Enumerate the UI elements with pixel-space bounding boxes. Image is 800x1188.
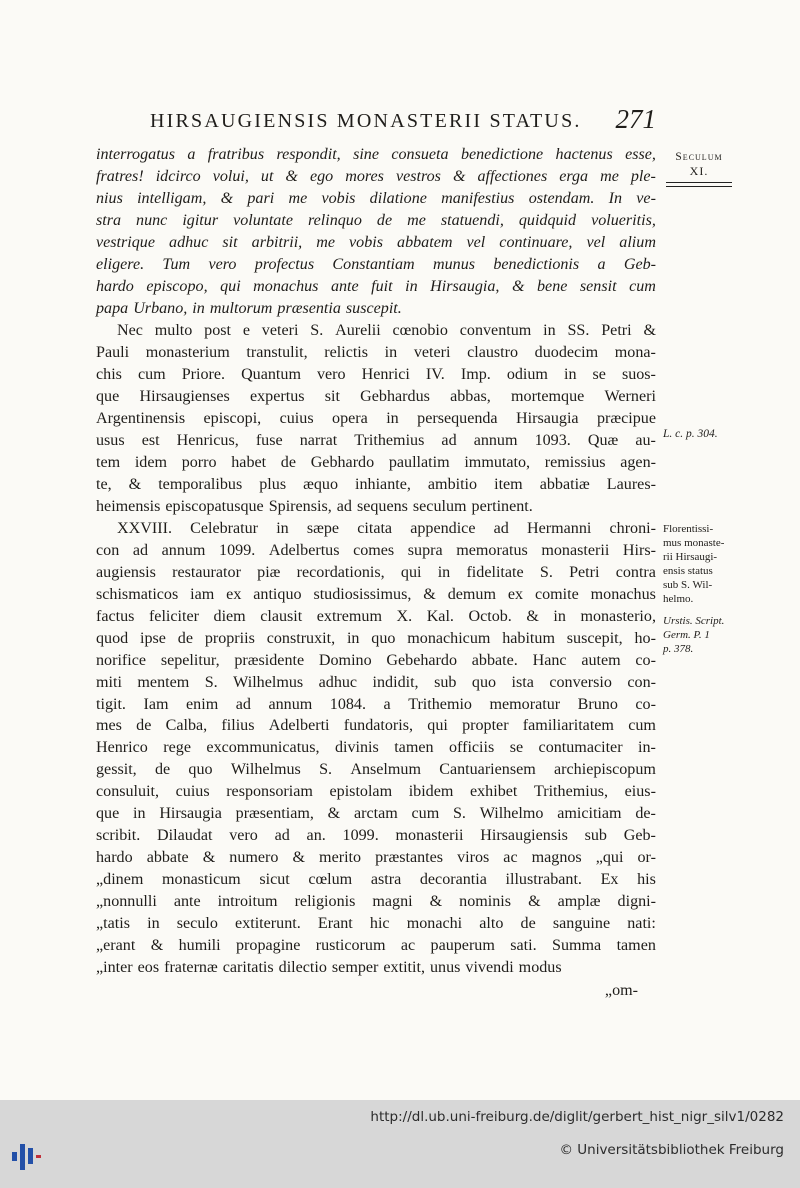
text-line: scribit. Dilaudat vero ad an. 1099. monasterii Hirsaugiensis sub Geb- (96, 827, 656, 845)
text-line: hardo episcopo, qui monachus ante fuit in Hirsaugia, & bene sensit cum (96, 277, 656, 295)
text-line: „tatis in seculo extiterunt. Erant hic monachi alto de sanguine nati: (96, 914, 656, 932)
library-logo-icon (11, 1138, 43, 1174)
text-line: Henrico rege excommunicatus, divinis tamen officiis se contumaciter in- (96, 739, 656, 757)
text-line: tem idem porro habet de Gebhardo paullatim immutato, remissius agen- (96, 453, 656, 471)
text-line: nius intelligam, & pari me vobis dilatione manifestius ostendam. In ve- (96, 189, 656, 207)
text-line: eligere. Tum vero profectus Constantiam munus benedictionis a Geb- (96, 255, 656, 273)
text-line: „inter eos fraternæ caritatis dilectio semper extitit, unus vivendi modus (96, 958, 562, 976)
seculum-rule (666, 182, 732, 187)
text-line: XXVIII. Celebratur in sæpe citata appendice ad Hermanni chroni- (117, 520, 656, 537)
text-line: con ad annum 1099. Adelbertus comes supra memoratus monasterii Hirs- (96, 541, 656, 559)
margin-note-line: sub S. Wil- (663, 579, 713, 591)
running-title: HIRSAUGIENSIS MONASTERII STATUS. (150, 110, 582, 132)
text-line: tigit. Iam enim ad annum 1084. a Trithemio memoratur Bruno co- (96, 695, 656, 713)
margin-note-line: helmo. (663, 593, 694, 605)
seculum-margin (664, 150, 734, 187)
text-line: Pauli monasterium transtulit, relictis in veteri claustro duodecim mona- (96, 343, 656, 361)
margin-note-line: rii Hirsaugi- (663, 551, 718, 563)
margin-note-line: Florentissi- (663, 523, 714, 535)
margin-note-line: ensis status (663, 565, 713, 577)
text-line: fratres! idcirco volui, ut & ego mores vestros & affectiones erga me ple- (96, 167, 656, 185)
paragraph-1 (96, 144, 656, 320)
margin-ref-line: Germ. P. 1 (663, 629, 710, 641)
text-line: Nec multo post e veteri S. Aurelii cœnobio conventum in SS. Petri & (117, 322, 656, 339)
text-line: gessit, de quo Wilhelmus S. Anselmum Cantuariensem archiepiscopum (96, 761, 656, 779)
text-line: interrogatus a fratribus respondit, sine consueta benedictione hactenus esse, (96, 146, 656, 163)
text-line: vestrique adhuc sit arbitrii, me vobis abbatem vel continuare, vel alium (96, 233, 656, 251)
margin-note-line: mus monaste- (663, 537, 725, 549)
text-line: augiensis restaurator piæ recordationis, qui in fidelitate S. Petri contra (96, 563, 656, 581)
catchword: „om- (604, 982, 638, 999)
seculum-label: Seculum (675, 151, 723, 163)
text-line: que Hirsaugienses expertus sit Gebhardus abbas, mortemque Werneri (96, 387, 656, 405)
seculum-number: XI. (689, 164, 709, 178)
footer-bar (0, 1100, 800, 1188)
text-line: chis cum Priore. Quantum vero Henrici IV. Imp. odium in se suos- (96, 365, 656, 383)
text-line: „nonnulli ante introitum religionis magni & nominis & amplæ digni- (96, 892, 656, 910)
text-line: miti mentem S. Wilhelmus adhuc indidit, sub quo ista conversio con- (96, 673, 656, 691)
margin-reference-1: L. c. p. 304. (663, 428, 718, 440)
text-line: factus feliciter diem clausit extremum X. Kal. Octob. & in monasterio, (96, 607, 656, 625)
text-line: mes de Calba, filius Adelberti fundatoris, qui propter familiaritatem cum (96, 717, 656, 735)
text-line: consuluit, cuius responsoriam epistolam ibidem exhibet Trithemius, eius- (96, 783, 656, 801)
text-line: norifice sepelitur, præsidente Domino Gebehardo abbate. Hanc autem co- (96, 651, 656, 669)
margin-ref-line: Urstis. Script. (663, 615, 725, 627)
text-line: Argentinensis episcopi, cuius opera in persequenda Hirsaugia præcipue (96, 409, 656, 427)
catchword-line (96, 980, 656, 1002)
text-line: papa Urbano, in multorum præsentia suscepit. (96, 299, 402, 317)
text-line: „erant & humili propagine rusticorum ac pauperum sati. Summa tamen (96, 936, 656, 954)
page-number: 271 (615, 104, 656, 134)
text-line: hardo abbate & numero & merito præstantes viros ac magnos „qui or- (96, 849, 656, 867)
paragraph-2 (96, 320, 656, 517)
text-line: quod ipse de propriis construxit, in quo monachicum habitum suscepit, ho- (96, 629, 656, 647)
text-line: que in Hirsaugia præsentiam, & arctam cum S. Wilhelmo amicitiam de- (96, 805, 656, 823)
paragraph-3 (96, 518, 656, 979)
text-line: schismaticos iam ex antiquo studiosissimus, & demum ex comite monachus (96, 585, 656, 603)
text-line: usus est Henricus, fuse narrat Trithemius ad annum 1093. Quæ au- (96, 431, 656, 449)
margin-note (663, 522, 724, 606)
margin-ref-line: p. 378. (663, 643, 694, 655)
text-line: „dinem monasticum sicut cœlum astra decorantia illustrabant. Ex his (96, 871, 656, 888)
page-header (150, 104, 660, 138)
text-line: stra nunc igitur voluntate relinquo de me statuendi, quidquid volueritis, (96, 211, 656, 229)
copyright-notice: © Universitätsbibliothek Freiburg (559, 1142, 784, 1158)
permalink-url[interactable]: http://dl.ub.uni-freiburg.de/diglit/gerbert_hist_nigr_silv1/0282 (370, 1109, 784, 1125)
text-line: te, & temporalibus plus æquo inhiante, ambitio item abbatiæ Laures- (96, 475, 656, 493)
text-line: heimensis episcopatusque Spirensis, ad sequens seculum pertinent. (96, 497, 533, 515)
margin-reference-2 (663, 614, 724, 656)
